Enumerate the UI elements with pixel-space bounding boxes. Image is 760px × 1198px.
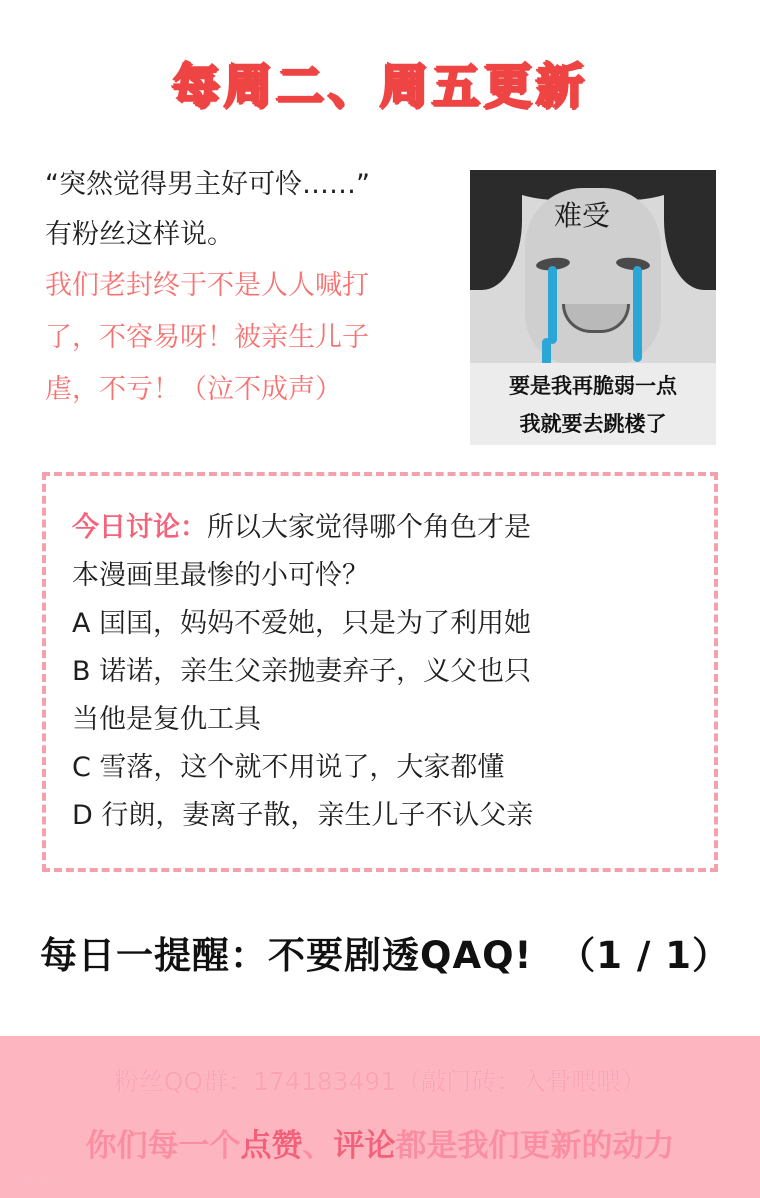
discussion-option-b: B 诺诺，亲生父亲抛妻弃子，义父也只 xyxy=(72,656,532,687)
page-count: （1 / 1） xyxy=(558,934,730,977)
quote-line: 我们老封终于不是人人喊打 xyxy=(45,270,369,301)
meme-caption-line-1: 要是我再脆弱一点 xyxy=(509,374,677,398)
page-title: 每周二、周五更新 xyxy=(171,59,588,115)
daily-reminder xyxy=(40,925,730,979)
hair-left-icon xyxy=(470,170,522,290)
discussion-option-b-cont: 当他是复仇工具 xyxy=(72,704,261,735)
discussion-question-part-1: 所以大家觉得哪个角色才是 xyxy=(207,512,531,543)
thanks-line xyxy=(0,1120,760,1165)
quote-line: 了，不容易呀！被亲生儿子 xyxy=(45,322,369,353)
thanks-highlight-like: 点赞 xyxy=(240,1128,303,1164)
reminder-text: 每日一提醒：不要剧透QAQ! xyxy=(40,934,533,977)
meme-face-text: 难受 xyxy=(554,199,611,232)
hair-right-icon xyxy=(664,170,716,290)
footer-band xyxy=(0,1036,760,1198)
thanks-suffix: 都是我们更新的动力 xyxy=(395,1128,675,1164)
discussion-box xyxy=(42,472,718,872)
tear-icon xyxy=(633,266,642,362)
discussion-question-line-1 xyxy=(72,504,688,552)
discussion-option-c: C 雪落，这个就不用说了，大家都懂 xyxy=(72,752,505,783)
discussion-question-line-2: 本漫画里最惨的小可怜？ xyxy=(72,560,369,591)
discussion-option-d: D 行朗，妻离子散，亲生儿子不认父亲 xyxy=(72,800,534,831)
quote-line: “突然觉得男主好可怜……” xyxy=(45,169,370,200)
thanks-highlight-comment: 评论 xyxy=(333,1128,396,1164)
meme-image xyxy=(470,170,716,445)
fan-qq-group: 粉丝QQ群：174183491（敲门砖：入骨喂喂） xyxy=(113,1067,647,1096)
quote-block xyxy=(45,160,465,416)
meme-caption-line-2: 我就要去跳楼了 xyxy=(519,412,667,436)
discussion-option-a: A 囯囯，妈妈不爱她，只是为了利用她 xyxy=(72,608,532,639)
tear-icon xyxy=(542,338,551,365)
meme-caption xyxy=(470,363,716,445)
thanks-prefix: 你们每一个 xyxy=(85,1128,241,1164)
quote-line: 虐，不亏！（泣不成声） xyxy=(45,374,342,405)
discussion-title: 今日讨论： xyxy=(72,512,207,543)
tear-icon xyxy=(548,266,557,344)
thanks-mid: 、 xyxy=(302,1128,334,1164)
watermark: 漫画台 xyxy=(16,1172,67,1192)
meme-face xyxy=(470,170,716,365)
quote-line: 有粉丝这样说。 xyxy=(45,219,234,250)
